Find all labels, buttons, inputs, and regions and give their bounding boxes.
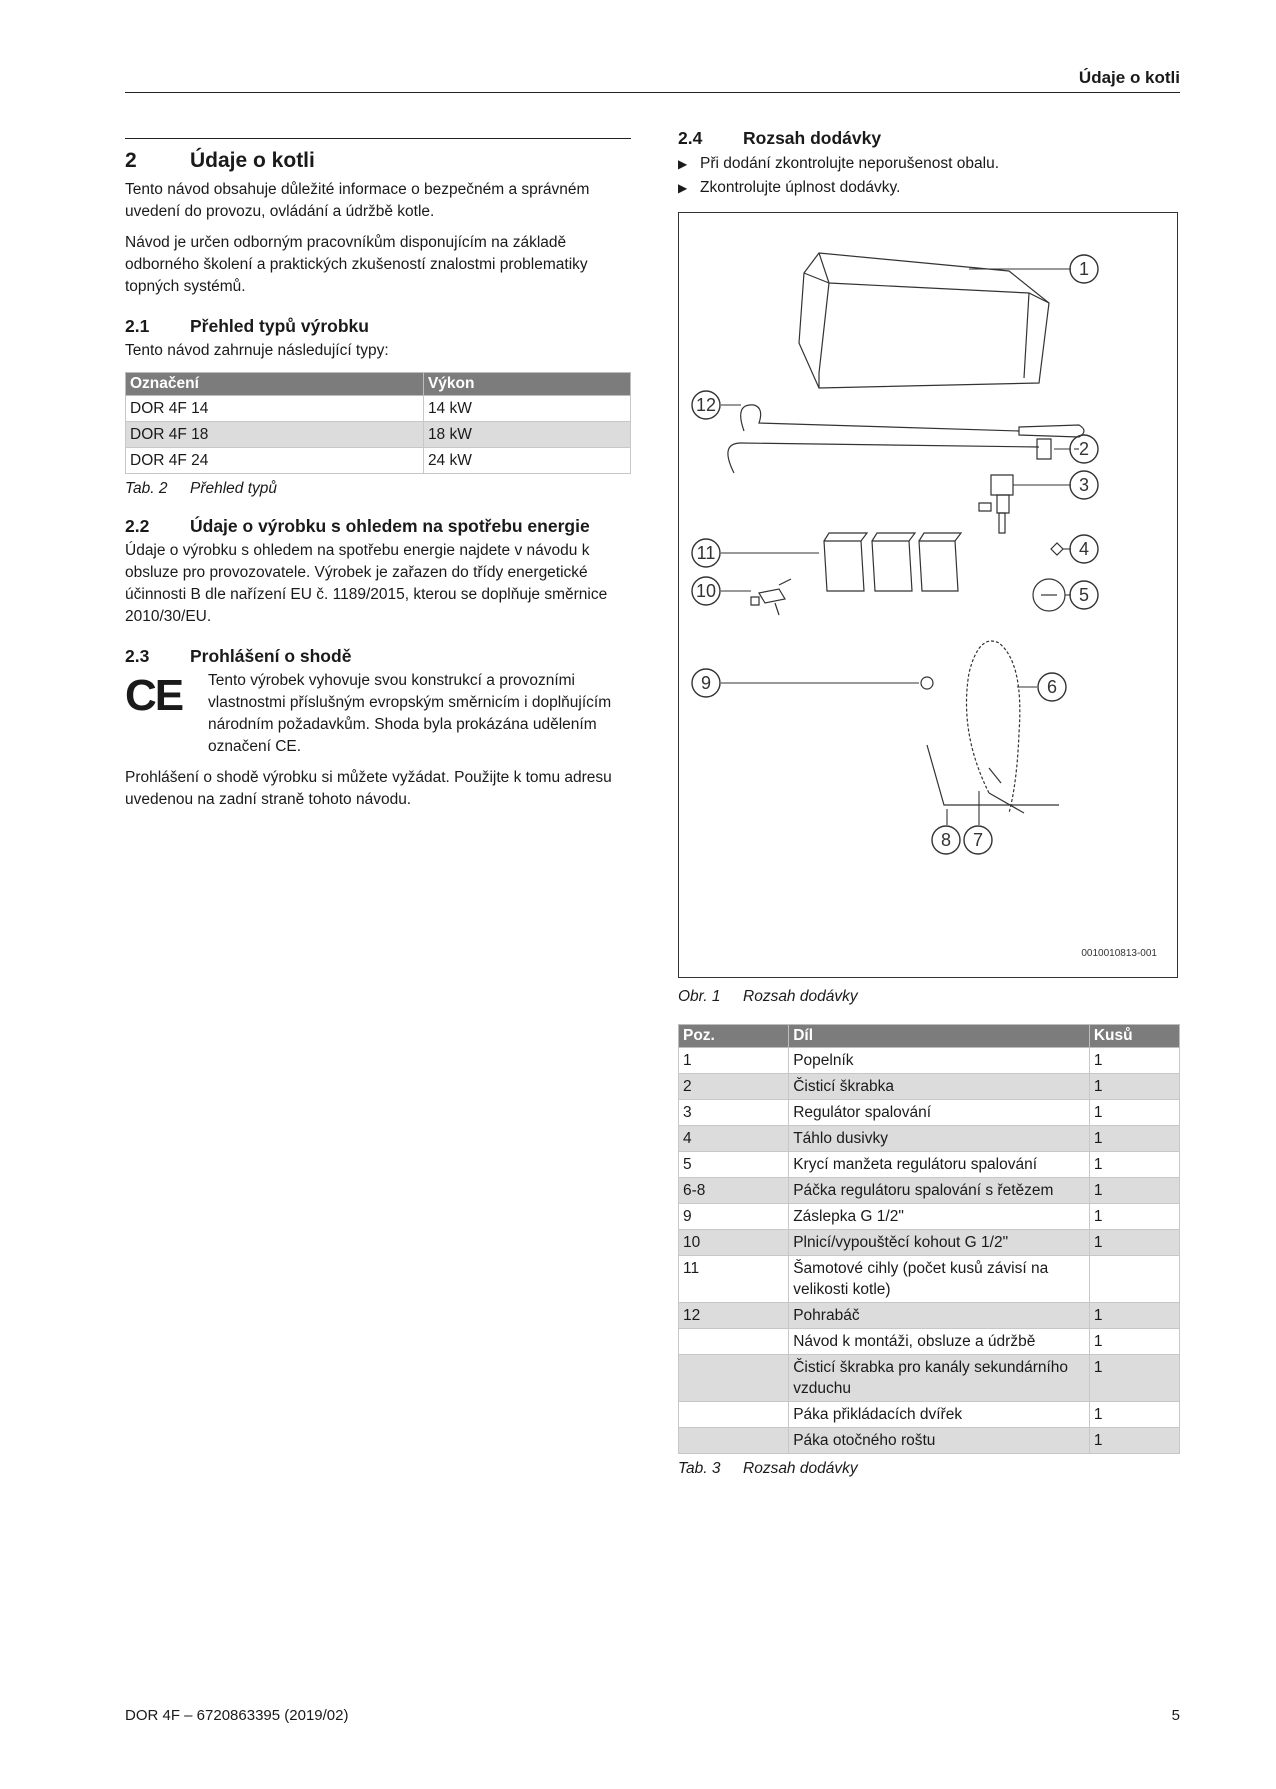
section-2-2-text: Údaje o výrobku s ohledem na spotřebu energie najdete v návodu k obsluze pro provozovatele. Výrobek je zařazen do třídy energetické účinnosti B dle nařízení EU č. 1189/2015, kterou se doplňuje směrnice 2010/30/EU. xyxy=(125,542,608,625)
list-item-text: Zkontrolujte úplnost dodávky. xyxy=(700,179,901,196)
table-row xyxy=(679,1230,1180,1256)
table-cell: 1 xyxy=(1089,1204,1179,1230)
table-cell: DOR 4F 24 xyxy=(126,448,424,474)
figure-id: 0010010813-001 xyxy=(1081,948,1157,959)
table-cell: 14 kW xyxy=(423,396,630,422)
callout-5: 5 xyxy=(1078,585,1090,605)
list-item-text: Při dodání zkontrolujte neporušenost obalu. xyxy=(700,155,1000,172)
table-caption xyxy=(678,1460,1180,1478)
table-cell: 1 xyxy=(1089,1329,1179,1355)
table-row xyxy=(679,1100,1180,1126)
table-cell: 3 xyxy=(679,1100,789,1126)
section-title: Údaje o výrobku s ohledem na spotřebu energie xyxy=(190,516,590,536)
table-cell: 1 xyxy=(1089,1048,1179,1074)
chain-illustration xyxy=(967,641,1025,813)
ce-text: Tento výrobek vyhovuje svou konstrukcí a provozními vlastnostmi příslušným evropským směrnicím i doplňujícím národním požadavkům. Shoda byla prokázána udělením označení CE. xyxy=(208,672,612,755)
table-row xyxy=(679,1178,1180,1204)
callout-7: 7 xyxy=(972,830,984,850)
section-2-4-heading xyxy=(678,128,1180,149)
types-table xyxy=(125,372,631,474)
callout-3: 3 xyxy=(1078,475,1090,495)
table-cell: 5 xyxy=(679,1152,789,1178)
caption-label: Tab. 3 xyxy=(678,1460,721,1477)
column-header: Díl xyxy=(789,1025,1090,1048)
table-cell: 1 xyxy=(1089,1402,1179,1428)
section-2-1-heading xyxy=(125,316,631,337)
left-column xyxy=(125,138,631,820)
section-number: 2.2 xyxy=(125,516,150,536)
table-cell: Páčka regulátoru spalování s řetězem xyxy=(789,1178,1090,1204)
page-header xyxy=(125,62,1180,93)
table-cell: 1 xyxy=(679,1048,789,1074)
ce-block xyxy=(125,670,631,758)
table-cell: 1 xyxy=(1089,1303,1179,1329)
table-cell: 1 xyxy=(1089,1152,1179,1178)
list-item xyxy=(678,176,1180,200)
table-cell: 11 xyxy=(679,1256,789,1303)
caption-text: Přehled typů xyxy=(190,480,278,497)
delivery-illustration xyxy=(679,213,1179,979)
callout-6: 6 xyxy=(1046,677,1058,697)
column-header: Označení xyxy=(126,373,424,396)
table-row xyxy=(126,422,631,448)
section-2-paragraph-2: Návod je určen odborným pracovníkům disponujícím na základě odborného školení a praktických zkušeností znalostmi problematiky topných systémů. xyxy=(125,234,588,295)
cover-sleeve-illustration xyxy=(1033,579,1065,611)
drain-cock-illustration xyxy=(751,579,791,615)
callout-12: 12 xyxy=(695,395,717,415)
table-cell: Táhlo dusivky xyxy=(789,1126,1090,1152)
ash-pan-illustration xyxy=(799,253,1049,388)
delivery-table xyxy=(678,1024,1180,1454)
table-cell: 1 xyxy=(1089,1355,1179,1402)
lever-illustration xyxy=(927,745,1059,805)
table-row xyxy=(126,396,631,422)
list-item xyxy=(678,152,1180,176)
table-row xyxy=(679,1402,1180,1428)
table-cell: 12 xyxy=(679,1303,789,1329)
section-title: Prohlášení o shodě xyxy=(190,646,352,666)
bullet-arrow-icon: ▶ xyxy=(678,181,688,195)
table-row xyxy=(679,1428,1180,1454)
table-row xyxy=(126,448,631,474)
table-cell xyxy=(679,1329,789,1355)
table-row xyxy=(679,1329,1180,1355)
section-number: 2 xyxy=(125,149,137,172)
column-header: Poz. xyxy=(679,1025,789,1048)
choke-rod-illustration xyxy=(1051,543,1063,555)
callout-2: 2 xyxy=(1078,439,1090,459)
page-number: 5 xyxy=(1171,1707,1180,1724)
table-caption xyxy=(125,480,631,498)
section-2-2-heading xyxy=(125,516,631,537)
table-row xyxy=(679,1152,1180,1178)
section-2-paragraph-1: Tento návod obsahuje důležité informace o bezpečném a správném uvedení do provozu, ovládání a údržbě kotle. xyxy=(125,181,590,220)
callout-11: 11 xyxy=(696,543,716,563)
table-cell: Čisticí škrabka xyxy=(789,1074,1090,1100)
right-column xyxy=(678,128,1180,1478)
table-row xyxy=(679,1303,1180,1329)
section-title: Údaje o kotli xyxy=(190,149,315,172)
caption-label: Tab. 2 xyxy=(125,480,168,497)
section-title: Přehled typů výrobku xyxy=(190,316,369,336)
table-cell: 1 xyxy=(1089,1230,1179,1256)
callout-10: 10 xyxy=(695,581,717,601)
table-cell: Krycí manžeta regulátoru spalování xyxy=(789,1152,1090,1178)
plug-illustration xyxy=(921,677,933,689)
column-header: Kusů xyxy=(1089,1025,1179,1048)
table-cell: 1 xyxy=(1089,1100,1179,1126)
header-title: Údaje o kotli xyxy=(1078,68,1180,87)
caption-text: Rozsah dodávky xyxy=(743,1460,858,1477)
section-2-3-text-2: Prohlášení o shodě výrobku si můžete vyžádat. Použijte k tomu adresu uvedenou na zadní straně tohoto návodu. xyxy=(125,769,612,808)
table-cell xyxy=(1089,1256,1179,1303)
callout-8: 8 xyxy=(940,830,952,850)
table-cell: 18 kW xyxy=(423,422,630,448)
table-cell xyxy=(679,1428,789,1454)
table-cell: Páka přikládacích dvířek xyxy=(789,1402,1090,1428)
caption-label: Obr. 1 xyxy=(678,988,721,1005)
section-2-3-heading xyxy=(125,646,631,667)
callout-4: 4 xyxy=(1078,539,1090,559)
page-footer xyxy=(125,1707,1180,1724)
table-cell: Plnicí/vypouštěcí kohout G 1/2" xyxy=(789,1230,1090,1256)
section-2-heading xyxy=(125,138,631,173)
table-cell: 1 xyxy=(1089,1428,1179,1454)
section-title: Rozsah dodávky xyxy=(743,128,882,148)
table-cell: Pohrabáč xyxy=(789,1303,1090,1329)
section-2-1-intro: Tento návod zahrnuje následující typy: xyxy=(125,342,389,359)
table-row xyxy=(679,1204,1180,1230)
bricks-illustration xyxy=(824,533,961,591)
table-cell: 24 kW xyxy=(423,448,630,474)
table-row xyxy=(679,1256,1180,1303)
table-row xyxy=(679,1048,1180,1074)
figure-caption xyxy=(678,988,1180,1006)
table-cell: DOR 4F 14 xyxy=(126,396,424,422)
table-cell: 2 xyxy=(679,1074,789,1100)
table-cell: 4 xyxy=(679,1126,789,1152)
table-cell: Regulátor spalování xyxy=(789,1100,1090,1126)
table-cell: Páka otočného roštu xyxy=(789,1428,1090,1454)
table-cell: Návod k montáži, obsluze a údržbě xyxy=(789,1329,1090,1355)
delivery-figure xyxy=(678,212,1178,978)
column-header: Výkon xyxy=(423,373,630,396)
table-cell: 9 xyxy=(679,1204,789,1230)
callout-9: 9 xyxy=(700,673,712,693)
table-cell: Popelník xyxy=(789,1048,1090,1074)
table-cell: 1 xyxy=(1089,1126,1179,1152)
table-cell: 1 xyxy=(1089,1178,1179,1204)
caption-text: Rozsah dodávky xyxy=(743,988,858,1005)
table-cell: DOR 4F 18 xyxy=(126,422,424,448)
scraper-illustration xyxy=(728,439,1051,473)
table-cell: 10 xyxy=(679,1230,789,1256)
table-row xyxy=(679,1355,1180,1402)
table-cell xyxy=(679,1402,789,1428)
table-cell: Čisticí škrabka pro kanály sekundárního vzduchu xyxy=(789,1355,1090,1402)
section-number: 2.1 xyxy=(125,316,150,336)
poker-illustration xyxy=(741,405,1084,437)
footer-doc-id: DOR 4F – 6720863395 (2019/02) xyxy=(125,1707,349,1724)
section-number: 2.4 xyxy=(678,128,703,148)
table-row xyxy=(679,1126,1180,1152)
regulator-illustration xyxy=(979,475,1013,533)
table-cell: 1 xyxy=(1089,1074,1179,1100)
table-row xyxy=(679,1074,1180,1100)
bullet-arrow-icon: ▶ xyxy=(678,157,688,171)
ce-mark-icon: CE xyxy=(125,671,183,720)
section-number: 2.3 xyxy=(125,646,150,666)
callout-1: 1 xyxy=(1078,259,1090,279)
table-cell: Záslepka G 1/2" xyxy=(789,1204,1090,1230)
table-cell: 6-8 xyxy=(679,1178,789,1204)
table-cell: Šamotové cihly (počet kusů závisí na velikosti kotle) xyxy=(789,1256,1090,1303)
table-cell xyxy=(679,1355,789,1402)
